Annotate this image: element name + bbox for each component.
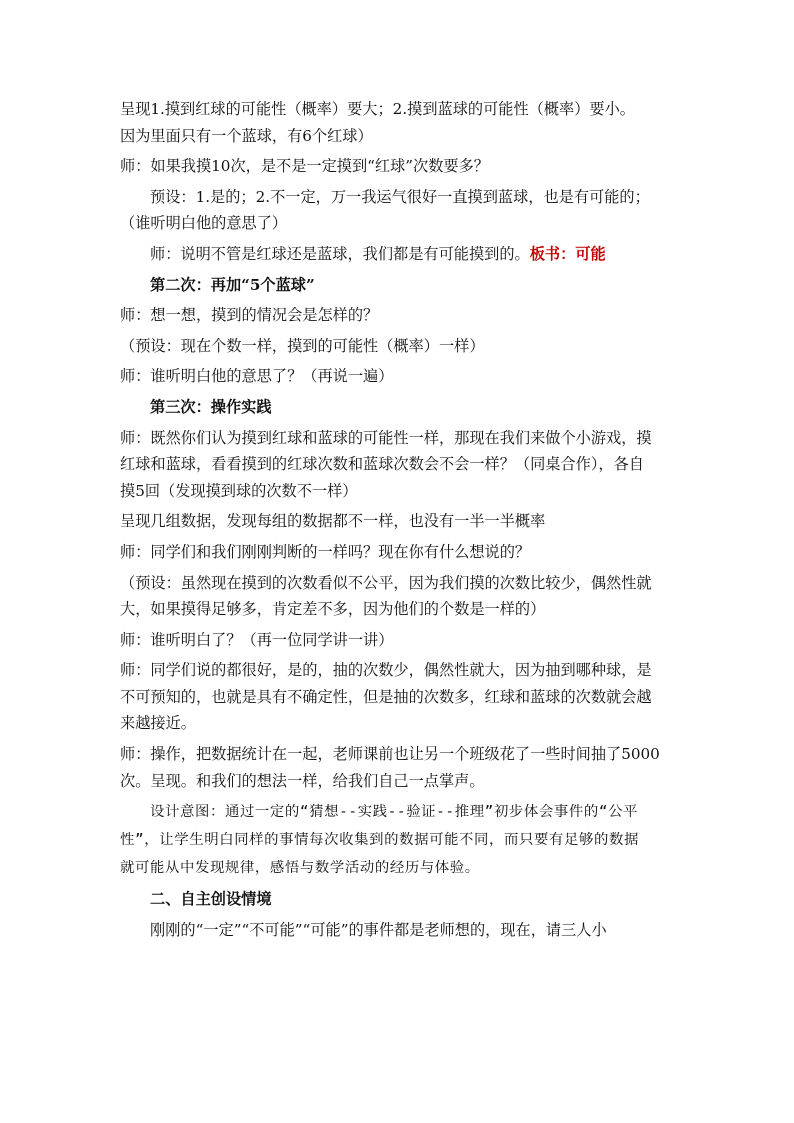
paragraph-line: 师：同学们和我们刚刚判断的一样吗？现在你有什么想说的？ [120,542,531,561]
design-intent-line: 设计意图：通过一定的“猜想--实践--验证--推理”初步体会事件的“公平 [150,804,639,821]
paragraph-line: 师：谁听明白了？（再一位同学讲一讲） [120,630,394,649]
paragraph-line [120,241,680,268]
paragraph-line: 师：想一想，摸到的情况会是怎样的？ [120,306,379,325]
paragraph-line: 呈现几组数据，发现每组的数据都不一样，也没有一半一半概率 [120,512,546,531]
design-intent-line: 就可能从中发现规律，感悟与数学活动的经历与体验。 [120,860,480,877]
paragraph-line: 师：如果我摸10次，是不是一定摸到“红球”次数要多？ [120,157,489,176]
design-intent-line: 性”，让学生明白同样的事情每次收集到的数据可能不同，而只要有足够的数据 [120,832,639,849]
paragraph-line: 来越接近。 [120,714,196,733]
paragraph-line: 次。呈现。和我们的想法一样，给我们自己一点掌声。 [120,771,485,790]
paragraph-line: 师：既然你们认为摸到红球和蓝球的可能性一样，那现在我们来做个小游戏，摸 [120,428,652,447]
document-body [120,96,680,943]
section-heading: 二、自主创设情境 [150,890,272,909]
paragraph-line: （预设：现在个数一样，摸到的可能性（概率）一样） [120,336,485,355]
teacher-remark: 师：说明不管是红球还是蓝球，我们都是有可能摸到的。 [150,244,530,263]
paragraph-line: （预设：虽然现在摸到的次数看似不公平，因为我们摸的次数比较少，偶然性就 [120,573,652,592]
section-heading: 第二次：再加“5个蓝球” [150,275,315,294]
paragraph-line: 不可预知的，也就是具有不确定性，但是抽的次数多，红球和蓝球的次数就会越 [120,687,652,706]
section-heading: 第三次：操作实践 [150,397,272,416]
paragraph-line: 刚刚的“一定”“不可能”“可能”的事件都是老师想的，现在，请三人小 [150,920,607,939]
blackboard-note: 板书：可能 [529,244,606,263]
paragraph-line: 师：谁听明白他的意思了？（再说一遍） [120,367,394,386]
paragraph-line: 师：操作，把数据统计在一起，老师课前也让另一个班级花了一些时间抽了5000 [120,745,660,764]
paragraph-line: 大，如果摸得足够多，肯定差不多，因为他们的个数是一样的） [120,600,546,619]
paragraph-line: 因为里面只有一个蓝球，有6个红球） [120,126,373,145]
paragraph-line: 呈现1.摸到红球的可能性（概率）要大；2.摸到蓝球的可能性（概率）要小。 [120,100,635,118]
paragraph-line: 摸5回（发现摸到球的次数不一样） [120,481,358,500]
paragraph-line: （谁听明白他的意思了） [120,214,288,233]
paragraph-line: 预设：1.是的；2.不一定，万一我运气很好一直摸到蓝球，也是有可能的； [150,187,650,206]
paragraph-line: 红球和蓝球，看看摸到的红球次数和蓝球次数会不会一样？（同桌合作），各自 [120,455,644,474]
paragraph-line: 师：同学们说的都很好，是的，抽的次数少，偶然性就大，因为抽到哪种球，是 [120,661,652,680]
